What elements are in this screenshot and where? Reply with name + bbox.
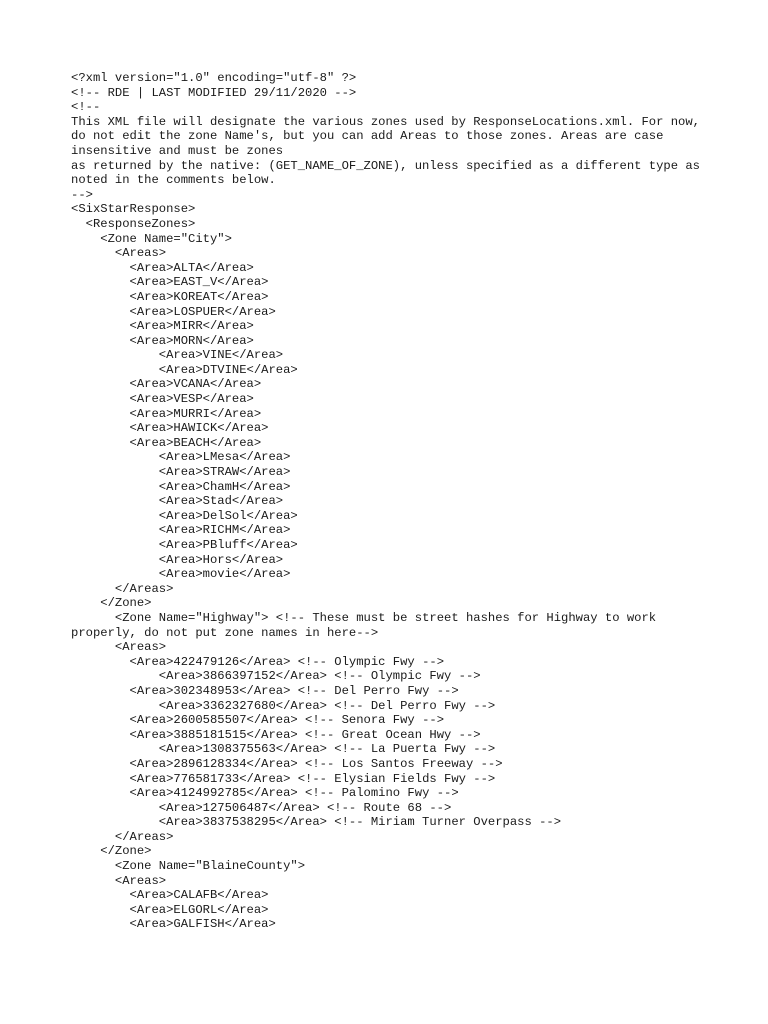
code-line: <Area>KOREAT</Area> — [71, 289, 269, 304]
code-line: <Area>2896128334</Area> <!-- Los Santos Freeway --> — [71, 756, 503, 771]
code-line: <Area>302348953</Area> <!-- Del Perro Fwy --> — [71, 683, 459, 698]
code-line: <!-- RDE | LAST MODIFIED 29/11/2020 --> — [71, 85, 357, 100]
code-line: <Area>CALAFB</Area> — [71, 888, 269, 903]
code-line: <Area>3362327680</Area> <!-- Del Perro Fwy --> — [71, 698, 496, 713]
code-line: <Area>3837538295</Area> <!-- Miriam Turner Overpass --> — [71, 815, 562, 830]
code-line: <!-- — [71, 100, 101, 115]
code-line: <Areas> — [71, 640, 167, 655]
code-line: <Zone Name="BlaineCounty"> — [71, 859, 306, 874]
code-line: <Areas> — [71, 873, 167, 888]
code-line: <Area>HAWICK</Area> — [71, 421, 269, 436]
code-line: <Area>MORN</Area> — [71, 333, 254, 348]
code-line: <Area>Hors</Area> — [71, 552, 284, 567]
code-line: <Area>3885181515</Area> <!-- Great Ocean Hwy --> — [71, 727, 481, 742]
code-line: <Area>4124992785</Area> <!-- Palomino Fwy --> — [71, 786, 459, 801]
code-line: <ResponseZones> — [71, 216, 196, 231]
code-line: <Area>ChamH</Area> — [71, 479, 291, 494]
code-line: --> — [71, 187, 93, 202]
code-line: </Zone> — [71, 844, 152, 859]
code-line: <Areas> — [71, 246, 167, 261]
xml-code-block — [71, 71, 708, 932]
code-line: </Areas> — [71, 581, 174, 596]
code-line: <Area>PBluff</Area> — [71, 538, 298, 552]
code-line: <Zone Name="Highway"> <!-- These must be street hashes for Highway to work properly, do not put zone names in here--> — [71, 610, 664, 640]
code-line: <Area>LMesa</Area> — [71, 450, 291, 465]
code-line: <?xml version="1.0" encoding="utf-8" ?> — [71, 71, 357, 85]
code-line: as returned by the native: (GET_NAME_OF_ZONE), unless specified as a different type as noted in the comments below. — [71, 158, 708, 188]
code-line: <Area>LOSPUER</Area> — [71, 304, 276, 319]
code-line: <Area>MURRI</Area> — [71, 406, 262, 421]
code-line: </Zone> — [71, 596, 152, 611]
code-line: <Zone Name="City"> — [71, 231, 232, 246]
code-line: This XML file will designate the various zones used by ResponseLocations.xml. For now, do not edit the zone Name's, but you can add Areas to those zones. Areas are case insensitive and must be zones — [71, 114, 708, 158]
code-line: <Area>422479126</Area> <!-- Olympic Fwy --> — [71, 654, 445, 669]
code-line: <Area>776581733</Area> <!-- Elysian Fields Fwy --> — [71, 771, 496, 786]
code-line: <SixStarResponse> — [71, 202, 196, 217]
code-line: <Area>EAST_V</Area> — [71, 275, 269, 290]
code-line: <Area>VINE</Area> — [71, 348, 284, 363]
code-line: <Area>GALFISH</Area> — [71, 917, 276, 932]
code-line: <Area>RICHM</Area> — [71, 523, 291, 538]
code-line: <Area>3866397152</Area> <!-- Olympic Fwy --> — [71, 669, 481, 684]
code-line: <Area>2600585507</Area> <!-- Senora Fwy --> — [71, 713, 445, 728]
code-line: <Area>DelSol</Area> — [71, 508, 298, 523]
code-line: <Area>1308375563</Area> <!-- La Puerta Fwy --> — [71, 742, 496, 757]
code-line: <Area>DTVINE</Area> — [71, 362, 298, 377]
code-line: <Area>Stad</Area> — [71, 494, 284, 509]
code-line: <Area>127506487</Area> <!-- Route 68 --> — [71, 800, 452, 815]
code-line: <Area>VESP</Area> — [71, 392, 254, 407]
code-line: <Area>VCANA</Area> — [71, 377, 262, 392]
code-line: <Area>BEACH</Area> — [71, 435, 262, 450]
code-line: <Area>ALTA</Area> — [71, 260, 254, 275]
code-line: <Area>STRAW</Area> — [71, 465, 291, 480]
code-line: </Areas> — [71, 829, 174, 844]
code-line: <Area>MIRR</Area> — [71, 319, 254, 334]
code-line: <Area>movie</Area> — [71, 567, 291, 582]
code-line: <Area>ELGORL</Area> — [71, 902, 269, 917]
